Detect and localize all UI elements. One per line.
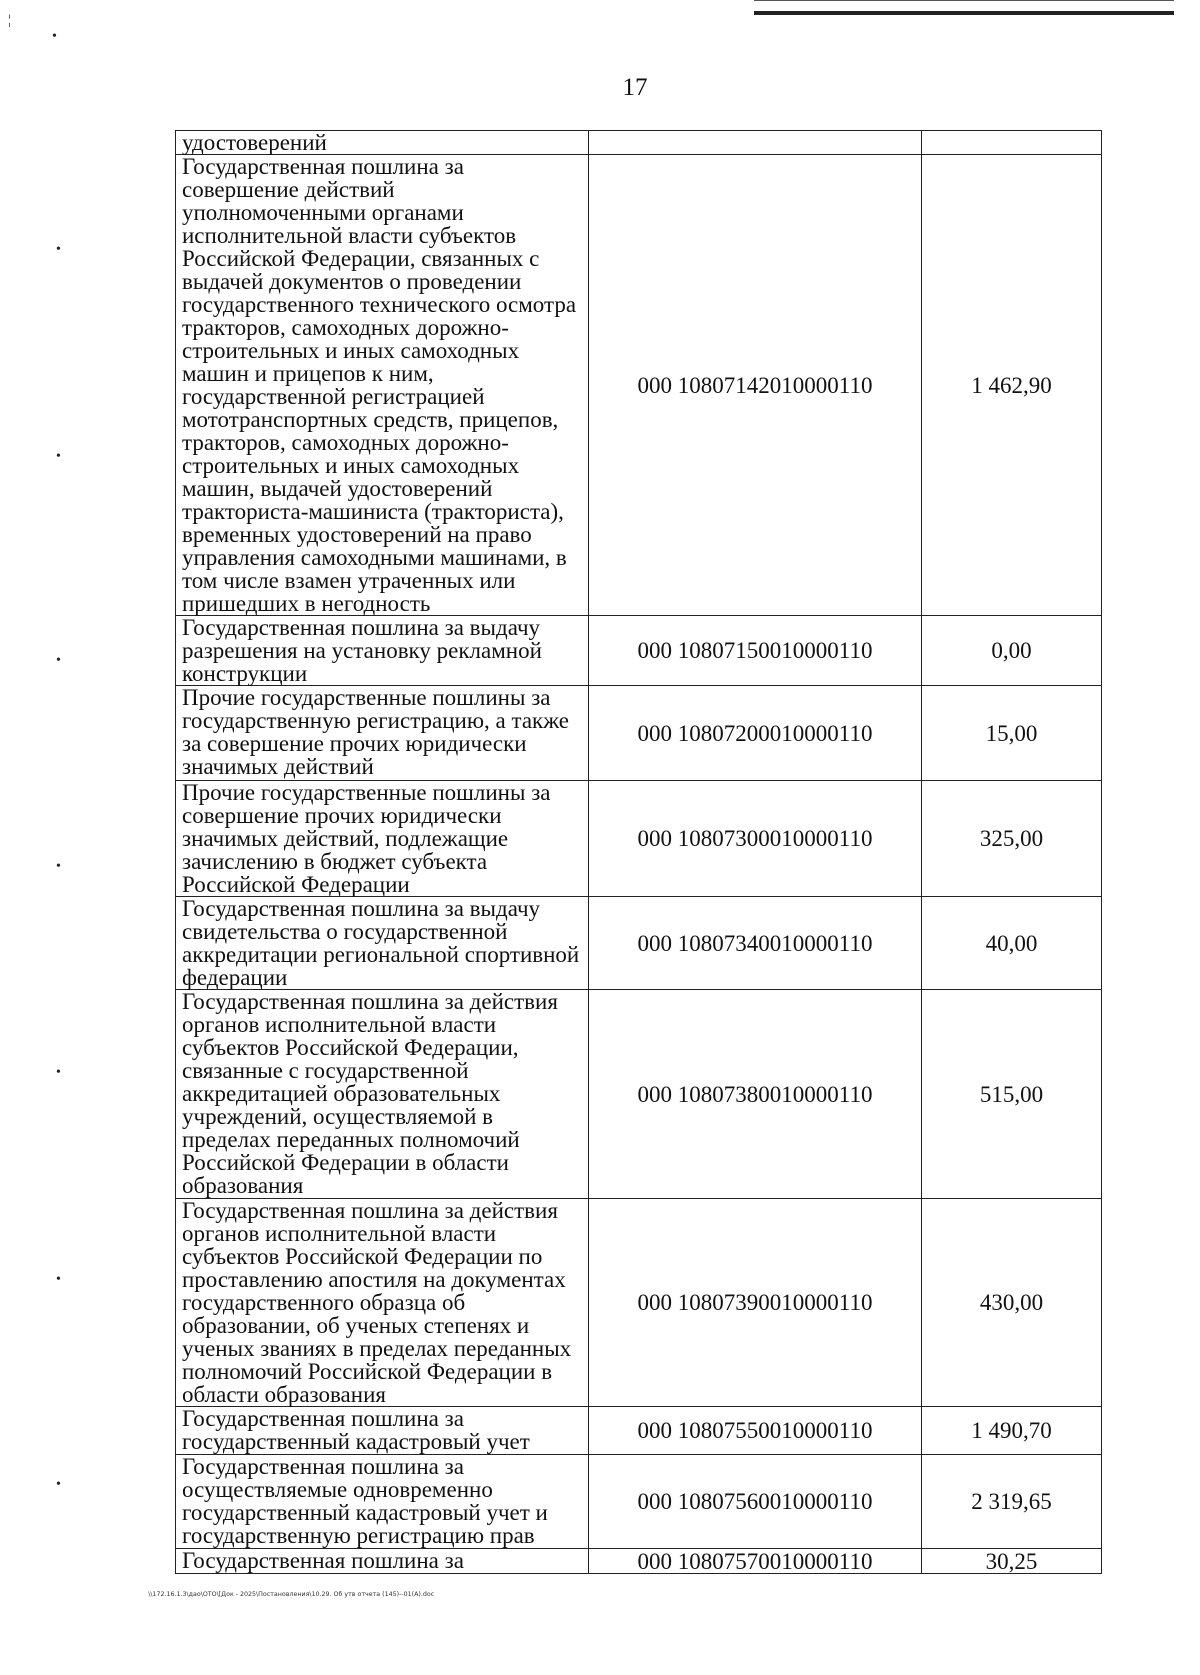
amount-cell: 2 319,65 xyxy=(922,1455,1102,1549)
fee-name-cell xyxy=(176,990,589,1199)
budget-code-cell: 000 10807340010000110 xyxy=(589,897,922,990)
fee-name-cell xyxy=(176,781,589,897)
amount-cell: 1 462,90 xyxy=(922,155,1102,616)
margin-dot: • xyxy=(56,449,61,464)
table-row xyxy=(176,1407,1102,1455)
fee-name: Государственная пошлина за осуществляемые одновременно государственный кадастровый учет и государственную регистрацию прав xyxy=(182,1454,548,1548)
margin-dot: • xyxy=(56,1065,61,1080)
fee-name-cell xyxy=(176,1199,589,1407)
table-row xyxy=(176,990,1102,1199)
table-row xyxy=(176,781,1102,897)
budget-code-cell: 000 10807550010000110 xyxy=(589,1407,922,1455)
top-scan-rule xyxy=(754,0,1174,15)
fee-name: Прочие государственные пошлины за государственную регистрацию, а также за совершение прочих юридически значимых действий xyxy=(182,685,570,779)
budget-code-cell: 000 10807390010000110 xyxy=(589,1199,922,1407)
fee-table xyxy=(175,130,1102,1574)
budget-code-cell: 000 10807570010000110 xyxy=(589,1549,922,1574)
table-row xyxy=(176,897,1102,990)
amount-cell: 430,00 xyxy=(922,1199,1102,1407)
budget-code-cell: 000 10807200010000110 xyxy=(589,686,922,781)
budget-code-cell: 000 10807560010000110 xyxy=(589,1455,922,1549)
page-number: 17 xyxy=(622,74,648,101)
table-row xyxy=(176,686,1102,781)
fee-name-cell xyxy=(176,1549,589,1574)
fee-name: удостоверений xyxy=(182,130,327,155)
margin-dot: • xyxy=(56,1272,61,1287)
amount-cell: 0,00 xyxy=(922,616,1102,686)
budget-code-cell: 000 10807150010000110 xyxy=(589,616,922,686)
fee-name: Государственная пошлина за выдачу свидетельства о государственной аккредитации региональной спортивной федерации xyxy=(182,896,580,990)
fee-name: Государственная пошлина за действия органов исполнительной власти субъектов Российской Федерации, связанные с государственной аккредитацией образовательных учреждений, осуществляемой в пределах переданных полномочий Российской Федерации в области образования xyxy=(182,989,558,1198)
table-row xyxy=(176,1549,1102,1574)
table-row xyxy=(176,155,1102,616)
margin-dot: • xyxy=(56,653,61,668)
budget-code-cell xyxy=(589,131,922,155)
amount-cell: 515,00 xyxy=(922,990,1102,1199)
amount-cell: 325,00 xyxy=(922,781,1102,897)
fee-name-cell xyxy=(176,1407,589,1455)
fee-name: Государственная пошлина за государственный кадастровый учет xyxy=(182,1406,530,1454)
amount-cell: 40,00 xyxy=(922,897,1102,990)
fee-name-cell xyxy=(176,131,589,155)
table-row xyxy=(176,616,1102,686)
fee-name: Прочие государственные пошлины за совершение прочих юридически значимых действий, подлежащие зачислению в бюджет субъекта Российской Федерации xyxy=(182,780,551,897)
amount-cell: 30,25 xyxy=(922,1549,1102,1574)
fee-name-cell xyxy=(176,155,589,616)
margin-dot: • xyxy=(56,1477,61,1492)
fee-name: Государственная пошлина за действия органов исполнительной власти субъектов Российской Федерации по проставлению апостиля на документах государственного образца об образовании, об ученых степенях и ученых званиях в пределах переданных полномочий Российской Федерации в области образования xyxy=(182,1198,572,1407)
margin-dot: • xyxy=(56,242,61,257)
budget-code-cell: 000 10807380010000110 xyxy=(589,990,922,1199)
fee-name: Государственная пошлина за выдачу разрешения на установку рекламной конструкции xyxy=(182,615,542,686)
budget-code-cell: 000 10807142010000110 xyxy=(589,155,922,616)
fee-name-cell xyxy=(176,686,589,781)
table-row xyxy=(176,131,1102,155)
table-row xyxy=(176,1455,1102,1549)
fee-name-cell xyxy=(176,897,589,990)
amount-cell xyxy=(922,131,1102,155)
table-row xyxy=(176,1199,1102,1407)
margin-dot: • xyxy=(52,29,57,44)
amount-cell: 15,00 xyxy=(922,686,1102,781)
fee-name: Государственная пошлина за совершение действий уполномоченными органами исполнительной власти субъектов Российской Федерации, связанных с выдачей документов о проведении государственного технического осмотра тракторов, самоходных дорожно- строительных и иных самоходных машин и прицепов к ним, государственной регистрацией мототранспортных средств, прицепов, тракторов, самоходных дорожно- строительных и иных самоходных машин, выдачей удостоверений тракториста-машиниста (тракториста), временных удостоверений на право управления самоходными машинами, в том числе взамен утраченных или пришедших в негодность xyxy=(182,154,577,616)
fee-name-cell xyxy=(176,616,589,686)
edge-mark: ¦ xyxy=(8,13,11,28)
fee-name-cell xyxy=(176,1455,589,1549)
budget-code-cell: 000 10807300010000110 xyxy=(589,781,922,897)
fee-name: Государственная пошлина за xyxy=(182,1548,464,1573)
amount-cell: 1 490,70 xyxy=(922,1407,1102,1455)
margin-dot: • xyxy=(56,859,61,874)
document-file-path: \\172.16.1.3\дао\ОТО\[Док - 2025\Постановления\10.29. Об утв отчета (145)--01(А).doc xyxy=(148,1591,435,1598)
